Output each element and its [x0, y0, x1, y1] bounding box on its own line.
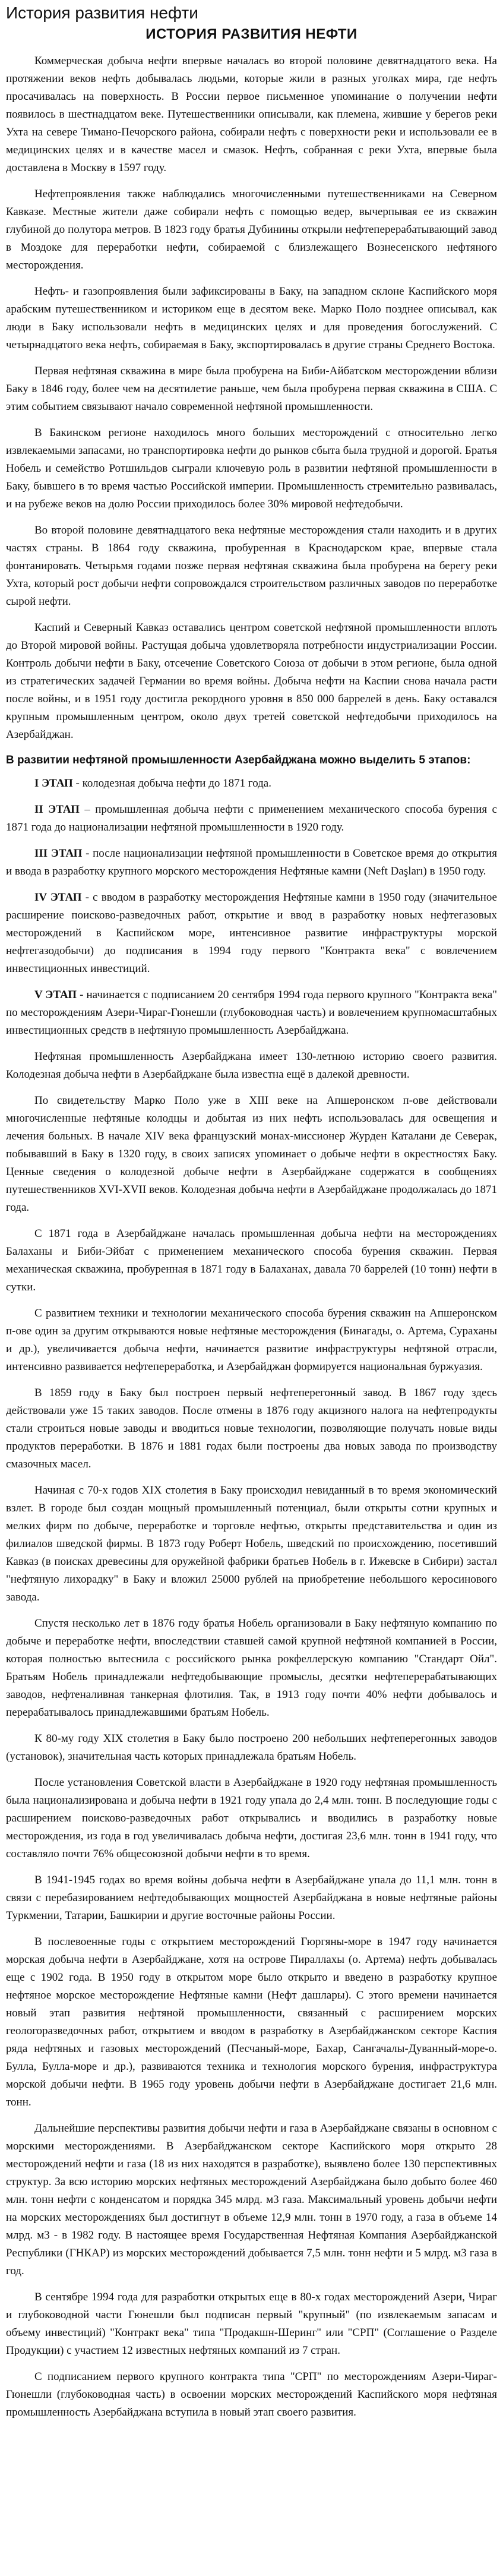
stage-description: – промышленная добыча нефти с применением механического способа бурения с 1871 года до национализации нефтяной промышленности в 1920 году. — [6, 803, 497, 834]
stage-label: I ЭТАП — [34, 777, 73, 790]
paragraph: После установления Советской власти в Азербайджане в 1920 году нефтяная промышленность была национализирована и добыча нефти в 1921 году упала до 2,4 млн. тонн. В последующие годы с расширением поисково-разведочных работ открывались и вводились в разработку новые месторождения, из года в год увеличивалась добыча нефти, достигая 23,6 млн. тонн в 1941 году, что составляло почти 76% общесоюзной добычи нефти в то время. — [6, 1776, 497, 1860]
page-title: ИСТОРИЯ РАЗВИТИЯ НЕФТИ — [145, 26, 358, 42]
paragraph: По свидетельству Марко Поло уже в XIII веке на Апшеронском п-ове действовали многочисленные нефтяные колодцы и добытая из них нефть использовалась для освещения и лечения больных. В начале XIV века французский монах-миссионер Журден Каталани де Северак, побывавший в Баку в 1320 году, в своих записях упоминает о добыче нефти в окрестностях Баку. Ценные сведения о колодезной добыче нефти в Азербайджане содержатся в сообщениях путешественников XVI-XVII веков. Колодезная добыча нефти в Азербайджане продолжалась до 1871 года. — [6, 1094, 497, 1214]
stage-item — [6, 801, 497, 836]
paragraph: В 1859 году в Баку был построен первый нефтеперегонный завод. В 1867 году здесь действовали уже 15 таких заводов. После отмены в 1876 году акцизного налога на нефтепродукты стали строиться новые заводы и вводиться новые технологии, позволяющие получать новые виды продуктов переработки. В 1876 и 1881 годах были построены два новых завода по производству смазочных масел. — [6, 1387, 497, 1470]
stages-list — [0, 775, 503, 1040]
paragraph: Дальнейшие перспективы развития добычи нефти и газа в Азербайджане связаны в основном с морскими месторождениями. В Азербайджанском секторе Каспийского моря открыто 28 месторождений нефти и газа (18 из них находятся в разработке), выявлено более 130 перспективных структур. За всю историю морских нефтяных месторождений Азербайджана было добыто более 460 млн. тонн нефти с конденсатом и порядка 345 млрд. м3 газа. Максимальный уровень добычи нефти на морских месторождениях был достигнут в объеме 12,9 млн. тонн в 1970 году, а газа в объеме 14 млрд. м3 - в 1982 году. В настоящее время Государственная Нефтяная Компания Азербайджанской Республики (ГНКАР) из морских месторождений добывается 7,5 млн. тонн нефти и 5 млрд. м3 газа в год. — [6, 2122, 497, 2277]
paragraph: В Бакинском регионе находилось много больших месторождений с относительно легко извлекаемыми запасами, но транспортировка нефти до рынков сбыта была трудной и дорогой. Братья Нобель и семейство Ротшильдов сыграли ключевую роль в развитии нефтяной промышленности в Баку, бывшего в то время частью Российской империи. Промышленность стремительно развивалась, и на рубеже веков на долю России приходилось более 30% мировой нефтедобычи. — [6, 427, 497, 510]
stage-description: - после национализации нефтяной промышленности в Советское время до открытия и ввода в разработку крупного морского месторождения Нефтяные камни (Neft Daşları) в 1950 году. — [6, 847, 498, 877]
paragraph: Первая нефтяная скважина в мире была пробурена на Биби-Айбатском месторождении вблизи Баку в 1846 году, более чем на десятилетие раньше, чем была пробурена первая скважина в США. С этим событием связывают начало современной нефтяной промышленности. — [6, 365, 497, 413]
stage-description: - с вводом в разработку месторождения Нефтяные камни в 1950 году (значительное расширение поисково-разведочных работ, открытие и ввод в разработку новых нефтегазовых месторождений в Каспийском море, интенсивное развитие инфраструктуры морской нефтегазодобычи) до подписания в 1994 году первого "Контракта века" с вовлечением инвестиционных инвестиций. — [6, 891, 497, 975]
paragraph: Во второй половине девятнадцатого века нефтяные месторождения стали находить и в других частях страны. В 1864 году скважина, пробуренная в Краснодарском крае, впервые стала фонтанировать. Четырьмя годами позже первая нефтяная скважина была пробурена на берегу реки Ухта, который рост добычи нефти сопровождался строительством различных заводов по переработке сырой нефти. — [6, 524, 497, 608]
paragraph: Коммерческая добыча нефти впервые началась во второй половине девятнадцатого века. На протяжении веков нефть добывалась людьми, которые жили в разных уголках мира, где нефть просачивалась на поверхность. В России первое письменное упоминание о получении нефти появилось в шестнадцатом веке. Путешественники описывали, как племена, жившие у берегов реки Ухта на севере Тимано-Печорского района, собирали нефть с поверхности реки и использовали ее в медицинских целях и в качестве масел и смазок. Нефть, собранная с реки Ухта, впервые была доставлена в Москву в 1597 году. — [6, 55, 497, 174]
stage-item — [6, 775, 497, 793]
paragraph: В 1941-1945 годах во время войны добыча нефти в Азербайджане упала до 11,1 млн. тонн в связи с перебазированием нефтедобывающих мощностей Азербайджана в новые нефтяные районы Туркмении, Татарии, Башкирии и другие восточные районы России. — [6, 1874, 497, 1922]
document-header: История развития нефти — [6, 4, 198, 22]
stage-description: - колодезная добыча нефти до 1871 года. — [72, 777, 271, 790]
paragraph: С развитием техники и технологии механического способа бурения скважин на Апшеронском п-ове один за другим открываются новые нефтяные месторождения (Бинагады, о. Артема, Сураханы и др.), увеличивается добыча нефти, начинается развитие инфраструктуры нефтяной отрасли, интенсивно развивается нефтепереработка, и Азербайджан формируется национальная буржуазия. — [6, 1307, 497, 1373]
stages-heading: В развитии нефтяной промышленности Азербайджана можно выделить 5 этапов: — [6, 754, 471, 766]
stage-label: V ЭТАП — [34, 989, 77, 1001]
paragraph: Каспий и Северный Кавказ оставались центром советской нефтяной промышленности вплоть до Второй мировой войны. Растущая добыча удовлетворяла потребности индустриализации России. Контроль добычи нефти в Баку, отсечение Советского Союза от добычи в этом регионе, была одной из стратегических задачей Германии во время войны. Добыча нефти на Каспии снова начала расти после войны, и в 1951 году достигла рекордного уровня в 850 000 баррелей в день. Баку оставался крупным промышленным центром, около двух третей советской нефтедобычи приходилось на Азербайджан. — [6, 621, 497, 741]
stage-item — [6, 845, 497, 880]
paragraph: В послевоенные годы с открытием месторождений Гюргяны-море в 1947 году начинается морская добыча нефти в Азербайджане, хотя на острове Пираллахы (о. Артема) нефть добывалась еще с 1902 года. В 1950 году в открытом море было открыто и введено в разработку крупное нефтяное морское месторождение Нефтяные камни (Нефт дашлары). С этого времени начинается новый этап развития нефтяной промышленности, связанный с расширением морских геологоразведочных работ, открытием и вводом в разработку в Азербайджанском секторе Каспия ряда нефтяных и газовых месторождений (Песчаный-море, Бахар, Сангачалы-Дуванный-море-о. Булла, Булла-море и др.), развиваются техника и технология морского бурения, инфраструктура морской добычи нефти. В 1965 году уровень добычи нефти в Азербайджане достигает 21,6 млн. тонн. — [6, 1936, 497, 2108]
paragraph: С 1871 года в Азербайджане началась промышленная добыча нефти на месторождениях Балаханы и Биби-Эйбат с применением механического способа бурения скважин. Первая механическая скважина, пробуренная в 1871 году в Балаханах, давала 70 баррелей (10 тонн) нефти в сутки. — [6, 1227, 497, 1293]
stage-item — [6, 986, 497, 1040]
paragraph: С подписанием первого крупного контракта типа "СРП" по месторождениям Азери-Чираг-Гюнешли (глубоководная часть) в освоении морских месторождений Каспийского моря нефтяная промышленность Азербайджана вступила в новый этап своего развития. — [6, 2370, 497, 2419]
stage-label: IV ЭТАП — [34, 891, 82, 904]
stage-item — [6, 889, 497, 978]
history-section — [0, 1048, 503, 2422]
paragraph: Нефть- и газопроявления были зафиксированы в Баку, на западном склоне Каспийского моря арабским путешественником и историком еще в десятом веке. Марко Поло позднее описывал, как люди в Баку использовали нефть в медицинских целях и для проведения богослужений. С четырнадцатого века нефть, собираемая в Баку, экспортировалась в другие страны Среднего Востока. — [6, 285, 497, 351]
paragraph: Нефтяная промышленность Азербайджана имеет 130-летнюю историю своего развития. Колодезная добыча нефти в Азербайджане была известна ещё в далекой древности. — [6, 1050, 497, 1081]
paragraph: Начиная с 70-х годов XIX столетия в Баку происходил невиданный в то время экономический взлет. В городе был создан мощный промышленный потенциал, были открыты сотни крупных и мелких фирм по добыче, переработке и торговле нефтью, открыты представительства и один из филиалов шведской фирмы. В 1873 году Роберт Нобель, шведский по происхождению, посетивший Кавказ (в поисках древесины для оружейной фабрики братьев Нобель в г. Ижевске в Сибири) застал "нефтяную лихорадку" в Баку и вложил 25000 рублей на приобретение небольшого керосинового завода. — [6, 1484, 497, 1603]
paragraph: Спустя несколько лет в 1876 году братья Нобель организовали в Баку нефтяную компанию по добыче и переработке нефти, впоследствии ставшей самой крупной нефтяной компанией в России, которая полностью вытеснила с российского рынка рокфеллерскую компанию "Стандарт Ойл". Братьям Нобель принадлежали нефтедобывающие промыслы, десятки нефтеперерабатывающих заводов, нефтеналивная танкерная флотилия. Так, в 1913 году почти 40% нефти добывалось и перерабатывалось принадлежавшими братьям Нобель. — [6, 1617, 497, 1719]
paragraph: В сентябре 1994 года для разработки открытых еще в 80-х годах месторождений Азери, Чираг и глубоководной части Гюнешли был подписан первый "крупный" (по извлекаемым запасам и объему инвестиций) "Контракт века" типа "Продакшн-Шеринг" или "СРП" (Соглашение о Разделе Продукции) с участием 12 известных нефтяных компаний из 7 стран. — [6, 2291, 497, 2357]
paragraph: Нефтепроявления также наблюдались многочисленными путешественниками на Северном Кавказе. Местные жители даже собирали нефть с помощью ведер, вычерпывая ее из скважин глубиной до полутора метров. В 1823 году братья Дубинины открыли нефтеперерабатывающий завод в Моздоке для переработки нефти, собираемой с близлежащего Вознесенского нефтяного месторождения. — [6, 188, 497, 272]
stage-label: III ЭТАП — [34, 847, 83, 860]
intro-section — [0, 52, 503, 744]
stage-label: II ЭТАП — [34, 803, 80, 816]
paragraph: К 80-му году XIX столетия в Баку было построено 200 небольших нефтеперегонных заводов (установок), значительная часть которых принадлежала братьям Нобель. — [6, 1732, 497, 1763]
stage-description: - начинается с подписанием 20 сентября 1994 года первого крупного "Контракта века" по месторождениям Азери-Чираг-Гюнешли (глубоководная часть) и вовлечением крупномасштабных инвестиционных средств в нефтяную промышленность Азербайджана. — [6, 989, 497, 1037]
